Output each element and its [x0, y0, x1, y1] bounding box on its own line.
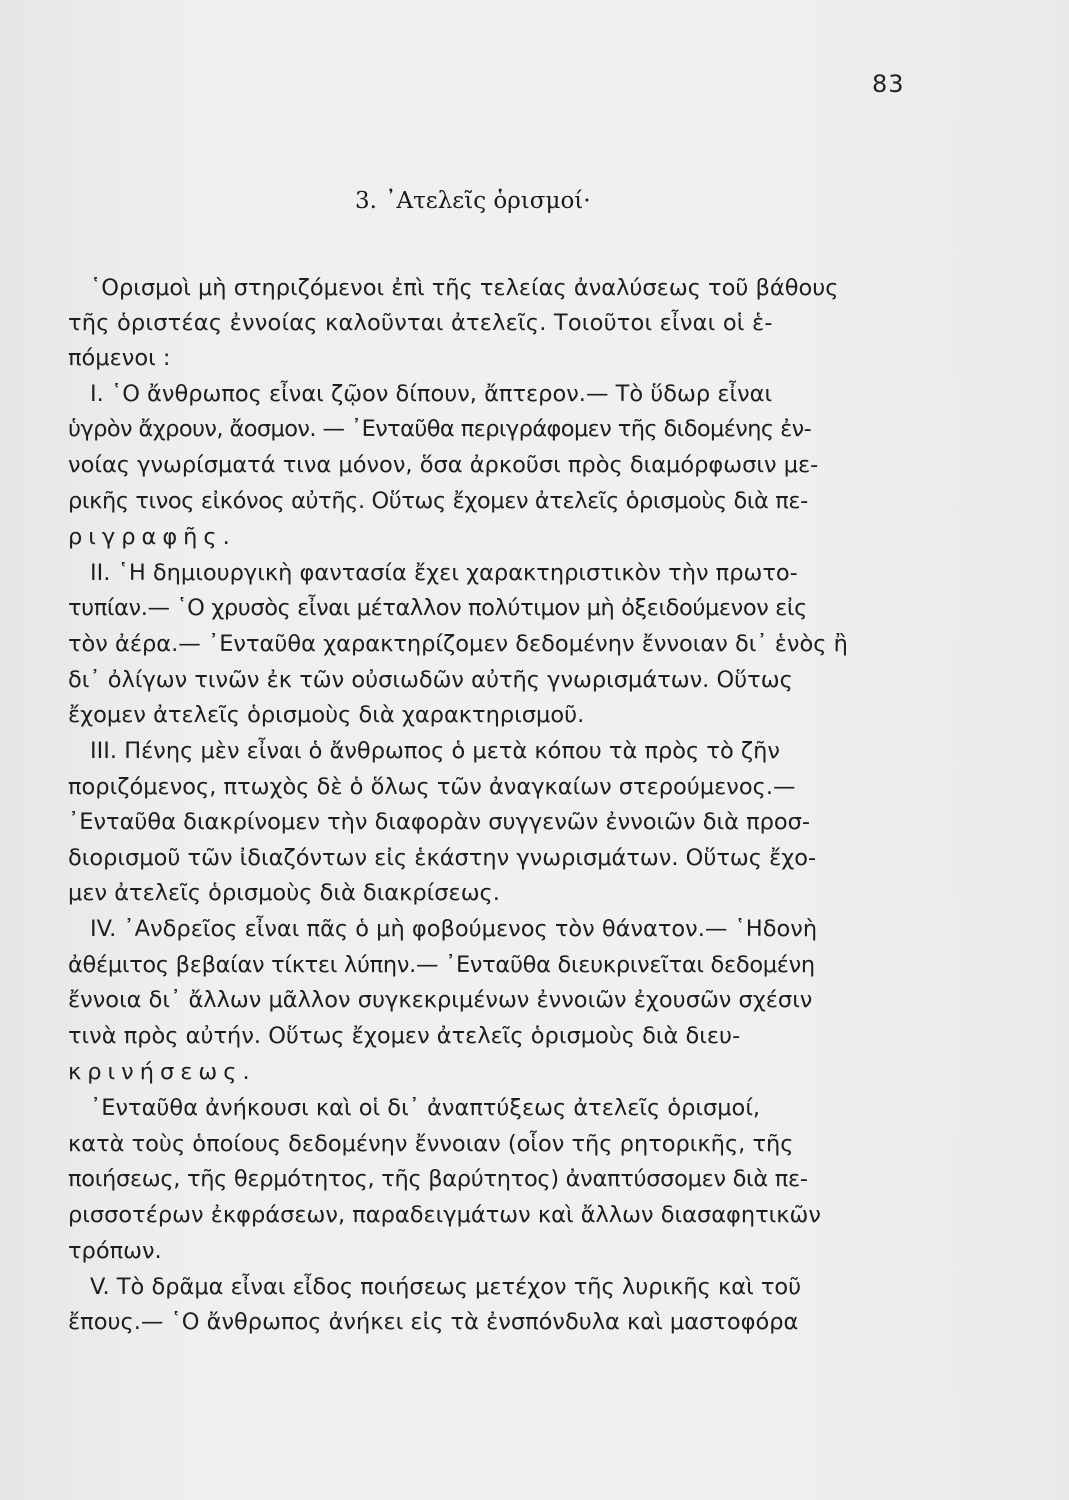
text-line: IV. ᾿Ανδρεῖος εἶναι πᾶς ὁ μὴ φοβούμενος τὸν θάνατον.— ῾Ηδονὴ — [90, 916, 818, 942]
text-line: ἔχομεν ἀτελεῖς ὁρισμοὺς διὰ χαρακτηρισμοῦ. — [68, 702, 585, 728]
text-line: τὸν ἀέρα.— ᾿Ενταῦθα χαρακτηρίζομεν δεδομένην ἔννοιαν δι᾿ ἑνὸς ἢ — [68, 631, 848, 657]
text-line: διορισμοῦ τῶν ἰδιαζόντων εἰς ἑκάστην γνωρισμάτων. Οὕτως ἔχο- — [68, 845, 817, 871]
text-line: νοίας γνωρίσματά τινα μόνον, ὅσα ἀρκοῦσι πρὸς διαμόρφωσιν με- — [68, 452, 819, 478]
text-line: τυπίαν.— ῾Ο χρυσὸς εἶναι μέταλλον πολύτιμον μὴ ὀξειδούμενον εἰς — [68, 595, 807, 621]
text-line: κρινήσεως. — [68, 1059, 256, 1085]
section-number: 3. — [355, 188, 377, 214]
text-line: ριγραφῆς. — [68, 524, 236, 550]
text-line: ὑγρὸν ἄχρουν, ἄοσμον. — ᾿Ενταῦθα περιγράφομεν τῆς διδομένης ἐν- — [68, 416, 812, 442]
text-line: I. ῾Ο ἄνθρωπος εἶναι ζῷον δίπουν, ἄπτερον.— Τὸ ὕδωρ εἶναι — [90, 381, 773, 407]
text-line: μεν ἀτελεῖς ὁρισμοὺς διὰ διακρίσεως. — [68, 880, 500, 906]
text-line: ῾Ορισμοὶ μὴ στηριζόμενοι ἐπὶ τῆς τελείας ἀναλύσεως τοῦ βάθους — [90, 275, 839, 301]
text-line: τῆς ὁριστέας ἐννοίας καλοῦνται ἀτελεῖς. Τοιοῦτοι εἶναι οἱ ἑ- — [68, 310, 773, 336]
text-line: ἔπους.— ῾Ο ἄνθρωπος ἀνήκει εἰς τὰ ἐνσπόνδυλα καὶ μαστοφόρα — [68, 1309, 799, 1335]
text-line: τρόπων. — [68, 1238, 162, 1264]
text-line: ᾿Ενταῦθα διακρίνομεν τὴν διαφορὰν συγγενῶν ἐννοιῶν διὰ προσ- — [68, 809, 811, 835]
text-line: ποιήσεως, τῆς θερμότητος, τῆς βαρύτητος) ἀναπτύσσομεν διὰ πε- — [68, 1166, 808, 1192]
text-line: ρισσοτέρων ἐκφράσεων, παραδειγμάτων καὶ ἄλλων διασαφητικῶν — [68, 1202, 821, 1228]
text-line: ἔννοια δι᾿ ἄλλων μᾶλλον συγκεκριμένων ἐννοιῶν ἐχουσῶν σχέσιν — [68, 987, 813, 1013]
section-title: ᾿Ατελεῖς ὁρισμοί· — [384, 188, 591, 214]
page-number: 83 — [872, 70, 905, 98]
text-line: ρικῆς τινος εἰκόνος αὐτῆς. Οὕτως ἔχομεν ἀτελεῖς ὁρισμοὺς διὰ πε- — [68, 488, 808, 514]
text-line: ποριζόμενος, πτωχὸς δὲ ὁ ὅλως τῶν ἀναγκαίων στερούμενος.— — [68, 774, 796, 800]
text-line: V. Τὸ δρᾶμα εἶναι εἶδος ποιήσεως μετέχον τῆς λυρικῆς καὶ τοῦ — [90, 1274, 802, 1300]
text-line: πόμενοι : — [68, 345, 171, 371]
text-line: III. Πένης μὲν εἶναι ὁ ἄνθρωπος ὁ μετὰ κόπου τὰ πρὸς τὸ ζῆν — [90, 738, 780, 764]
text-line: ἀθέμιτος βεβαίαν τίκτει λύπην.— ᾿Ενταῦθα διευκρινεῖται δεδομένη — [68, 952, 815, 978]
text-line: κατὰ τοὺς ὁποίους δεδομένην ἔννοιαν (οἷον τῆς ρητορικῆς, τῆς — [68, 1131, 794, 1157]
text-line: τινὰ πρὸς αὐτήν. Οὕτως ἔχομεν ἀτελεῖς ὁρισμοὺς διὰ διευ- — [68, 1023, 741, 1049]
text-line: ᾿Ενταῦθα ἀνήκουσι καὶ οἱ δι᾿ ἀναπτύξεως ἀτελεῖς ὁρισμοί, — [90, 1095, 761, 1121]
text-line: δι᾿ ὀλίγων τινῶν ἐκ τῶν οὐσιωδῶν αὐτῆς γνωρισμάτων. Οὕτως — [68, 667, 793, 693]
text-line: II. ῾Η δημιουργικὴ φαντασία ἔχει χαρακτηριστικὸν τὴν πρωτο- — [90, 560, 798, 586]
section-heading — [355, 188, 591, 214]
